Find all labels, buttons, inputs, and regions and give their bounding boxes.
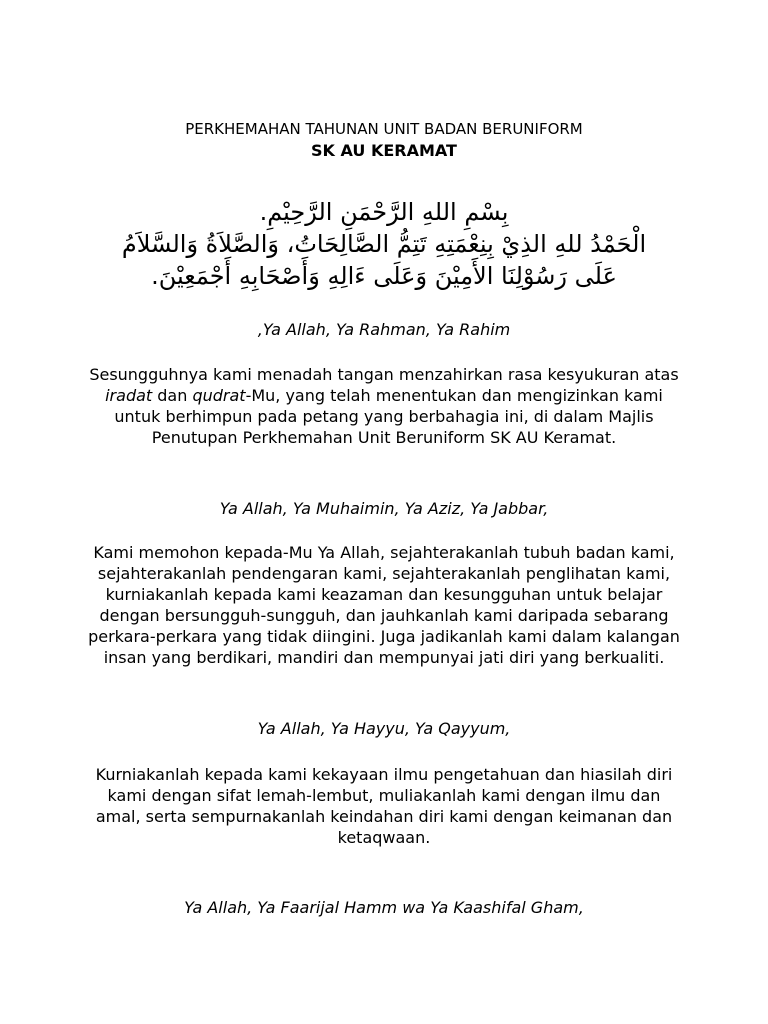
invocation-1: ,Ya Allah, Ya Rahman, Ya Rahim [257,320,511,339]
paragraph-1 [84,364,684,448]
school-name: SK AU KERAMAT [311,141,457,160]
paragraph-3: Kurniakanlah kepada kami kekayaan ilmu pengetahuan dan hiasilah diri kami dengan sifat lemah-lembut, muliakanlah kami dengan ilmu dan amal, serta sempurnakanlah keindahan diri kami dengan keimanan dan ketaqwaan. [95,765,673,847]
invocation-3: Ya Allah, Ya Hayyu, Ya Qayyum, [257,719,511,738]
arabic-line-basmala: بِسْمِ اللهِ الرَّحْمَنِ الرَّحِيْمِ. [259,198,509,226]
document-heading [0,118,768,162]
paragraph-2: Kami memohon kepada-Mu Ya Allah, sejahterakanlah tubuh badan kami, sejahterakanlah pendengaran kami, sejahterakanlah penglihatan kami, kurniakanlah kepada kami keazaman dan kesungguhan untuk belajar dengan bersungguh-sungguh, dan jauhkanlah kami daripada sebarang perkara-perkara yang tidak diingini. Juga jadikanlah kami dalam kalangan insan yang berdikari, mandiri dan mempunyai jati diri yang berkualiti. [88,543,680,667]
invocation-4: Ya Allah, Ya Faarijal Hamm wa Ya Kaashifal Gham, [184,898,584,917]
arabic-opening [80,196,688,292]
paragraph-1-iradat: iradat [105,386,153,405]
paragraph-1-text-a: Sesungguhnya kami menadah tangan menzahirkan rasa kesyukuran atas [89,365,679,384]
paragraph-1-text-c: -Mu, yang telah menentukan dan mengizinkan kami untuk berhimpun pada petang yang berbahagia ini, di dalam Majlis Penutupan Perkhemahan Unit Beruniform SK AU Keramat. [114,386,663,447]
paragraph-1-qudrat: qudrat [192,386,246,405]
paragraph-1-text-b: dan [152,386,193,405]
invocation-2: Ya Allah, Ya Muhaimin, Ya Aziz, Ya Jabbar, [219,499,549,518]
arabic-line-salawat: عَلَى رَسُوْلِنَا الأَمِيْنَ وَعَلَى ءَالِهِ وَأَصْحَابِهِ أَجْمَعِيْنَ. [151,262,617,290]
event-title: PERKHEMAHAN TAHUNAN UNIT BADAN BERUNIFORM [185,120,583,138]
arabic-line-hamdalah: الْحَمْدُ للهِ الذِيْ بِنِعْمَتِهِ تَتِمُّ الصَّالِحَاتُ، وَالصَّلاَةُ وَالسَّلاَمُ [121,230,647,258]
